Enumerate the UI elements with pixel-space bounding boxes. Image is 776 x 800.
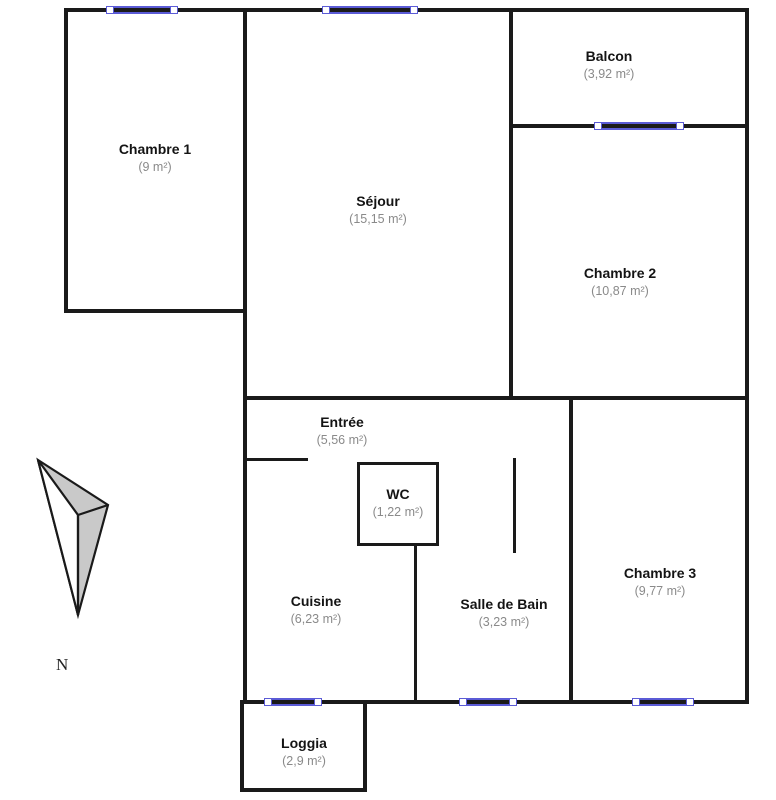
room-area: (10,87 m²) — [591, 283, 649, 298]
window-chambre2 — [594, 120, 684, 132]
window-node — [686, 698, 694, 706]
wall-entree-door-jamb — [243, 458, 308, 461]
room-label-wc — [288, 485, 508, 521]
window-node — [106, 6, 114, 14]
window-node — [459, 698, 467, 706]
wall-wc-bottom — [357, 543, 439, 546]
compass-north-arrow — [30, 455, 160, 625]
window-node — [509, 698, 517, 706]
room-label-chambre1 — [45, 140, 265, 176]
room-name: WC — [386, 486, 410, 502]
room-area: (6,23 m²) — [290, 611, 342, 626]
room-area: (15,15 m²) — [349, 211, 407, 226]
room-area: (1,22 m²) — [372, 504, 424, 519]
window-node — [676, 122, 684, 130]
window-cuisine — [264, 696, 322, 708]
room-label-cuisine — [206, 592, 426, 628]
window-node — [410, 6, 418, 14]
window-salle-de-bain — [459, 696, 517, 708]
window-bar — [632, 698, 694, 700]
wall-loggia-bottom — [240, 788, 367, 792]
wall-left-entree-cuisine — [243, 309, 247, 704]
wall-top-balcon — [509, 8, 749, 12]
window-bar — [322, 12, 418, 14]
room-label-balcon — [499, 47, 719, 83]
wall-sejour-entree — [243, 396, 573, 400]
compass-label-north: N — [56, 655, 69, 674]
window-bar — [632, 704, 694, 706]
room-label-chambre2 — [510, 264, 730, 300]
window-bar — [106, 6, 178, 8]
room-name: Entrée — [320, 414, 364, 430]
window-sejour — [322, 4, 418, 16]
window-bar — [594, 128, 684, 130]
wall-wc-top — [357, 462, 439, 465]
window-chambre1 — [106, 4, 178, 16]
window-chambre3 — [632, 696, 694, 708]
window-node — [632, 698, 640, 706]
room-label-loggia — [194, 734, 414, 770]
room-label-salle-de-bain — [394, 595, 614, 631]
window-bar — [594, 122, 684, 124]
wall-entree-chambre3 — [569, 396, 573, 704]
room-name: Cuisine — [290, 593, 342, 609]
room-name: Chambre 3 — [623, 565, 697, 581]
window-node — [170, 6, 178, 14]
window-node — [322, 6, 330, 14]
room-label-sejour — [268, 192, 488, 228]
room-name: Loggia — [281, 735, 327, 751]
room-area: (5,56 m²) — [316, 432, 368, 447]
wall-sdb-right — [513, 458, 516, 553]
room-label-chambre3 — [550, 564, 770, 600]
room-area: (2,9 m²) — [282, 753, 326, 768]
window-node — [314, 698, 322, 706]
wall-chambre2-chambre3 — [569, 396, 749, 400]
wall-bottom-chambre1 — [64, 309, 247, 313]
room-name: Séjour — [356, 193, 400, 209]
window-node — [594, 122, 602, 130]
room-area: (9,77 m²) — [634, 583, 686, 598]
compass — [30, 455, 160, 625]
room-name: Chambre 1 — [118, 141, 192, 157]
window-bar — [106, 12, 178, 14]
window-bar — [322, 6, 418, 8]
room-name: Salle de Bain — [460, 596, 548, 612]
room-area: (3,92 m²) — [583, 66, 635, 81]
room-area: (3,23 m²) — [478, 614, 530, 629]
room-area: (9 m²) — [138, 159, 172, 174]
room-name: Balcon — [585, 48, 633, 64]
room-name: Chambre 2 — [583, 265, 657, 281]
window-node — [264, 698, 272, 706]
room-label-entree — [232, 413, 452, 449]
